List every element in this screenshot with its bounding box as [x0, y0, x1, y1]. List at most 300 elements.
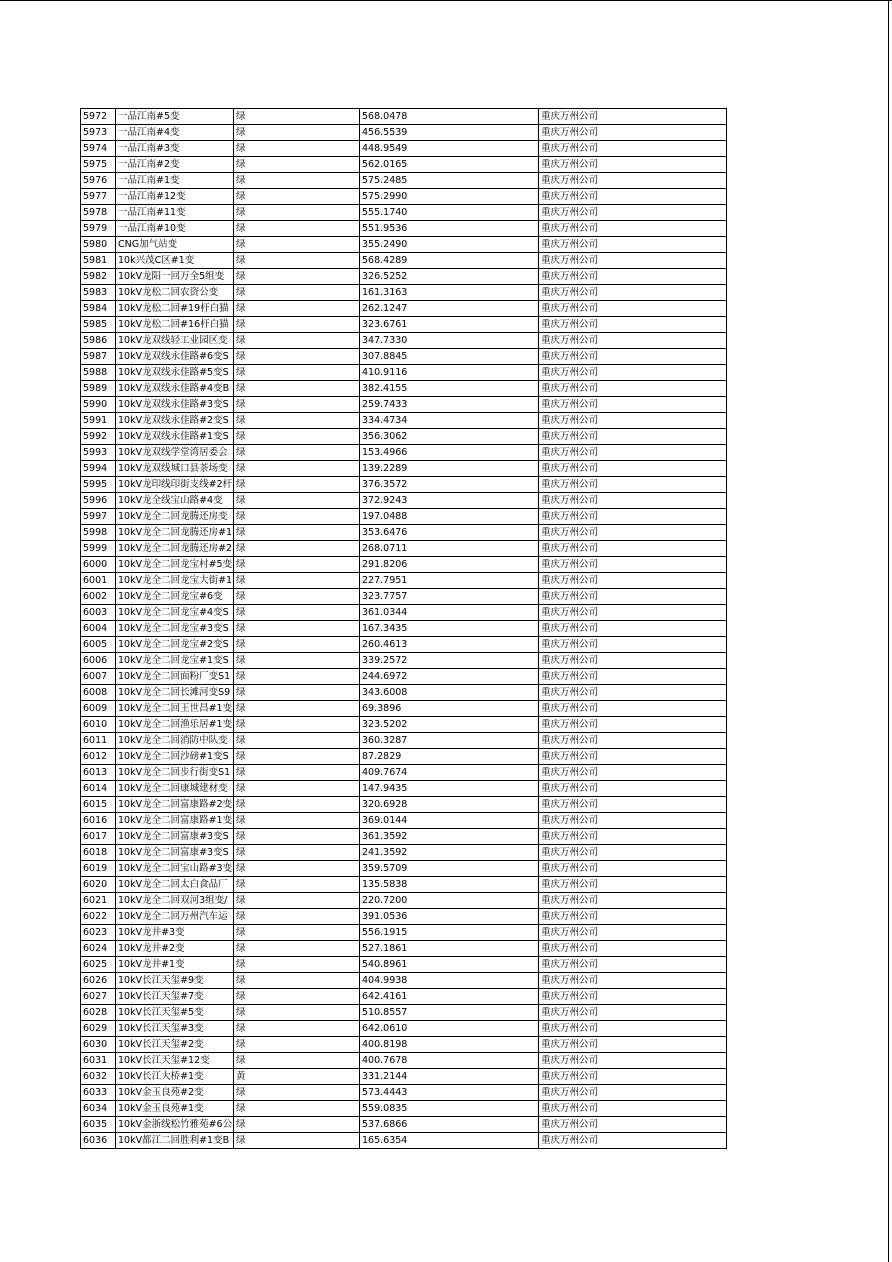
table-row	[81, 1021, 727, 1037]
row-id-cell: 5977	[81, 189, 116, 205]
value-cell: 361.3592	[360, 829, 539, 845]
company-cell: 重庆万州公司	[539, 333, 727, 349]
substation-name-cell: 10kV龙全二回龙宝#1变S	[116, 653, 234, 669]
company-cell: 重庆万州公司	[539, 845, 727, 861]
substation-name-cell: CNG加气站变	[116, 237, 234, 253]
company-cell: 重庆万州公司	[539, 893, 727, 909]
company-cell: 重庆万州公司	[539, 525, 727, 541]
substation-name-cell: 10kV长江天玺#7变	[116, 989, 234, 1005]
status-cell: 绿	[234, 125, 360, 141]
company-cell: 重庆万州公司	[539, 269, 727, 285]
substation-name-cell: 10kV龙全二回面粉厂变S1	[116, 669, 234, 685]
status-cell: 绿	[234, 733, 360, 749]
substation-name-cell: 10kV长江天玺#3变	[116, 1021, 234, 1037]
status-cell: 绿	[234, 493, 360, 509]
table-row	[81, 237, 727, 253]
company-cell: 重庆万州公司	[539, 1101, 727, 1117]
substation-name-cell: 10kV龙全二回龙宝#4变S	[116, 605, 234, 621]
company-cell: 重庆万州公司	[539, 301, 727, 317]
substation-name-cell: 10kV龙井#2变	[116, 941, 234, 957]
substation-name-cell: 10kV龙阳一回万全5组变	[116, 269, 234, 285]
status-cell: 绿	[234, 1053, 360, 1069]
row-id-cell: 5979	[81, 221, 116, 237]
table-row	[81, 669, 727, 685]
status-cell: 黄	[234, 1069, 360, 1085]
status-cell: 绿	[234, 1101, 360, 1117]
substation-name-cell: 10kV龙全二回龙宝大街#1	[116, 573, 234, 589]
table-row	[81, 477, 727, 493]
table-row	[81, 861, 727, 877]
company-cell: 重庆万州公司	[539, 621, 727, 637]
substation-name-cell: 10kV龙全二回沙磅#1变S	[116, 749, 234, 765]
value-cell: 556.1915	[360, 925, 539, 941]
status-cell: 绿	[234, 861, 360, 877]
substation-name-cell: 10kV龙松二回#19杆白猫	[116, 301, 234, 317]
substation-name-cell: 10kV龙双线永佳路#6变S	[116, 349, 234, 365]
company-cell: 重庆万州公司	[539, 429, 727, 445]
value-cell: 161.3163	[360, 285, 539, 301]
company-cell: 重庆万州公司	[539, 557, 727, 573]
company-cell: 重庆万州公司	[539, 1133, 727, 1149]
status-cell: 绿	[234, 109, 360, 125]
row-id-cell: 6019	[81, 861, 116, 877]
substation-name-cell: 10kV龙双线永佳路#5变S	[116, 365, 234, 381]
value-cell: 69.3896	[360, 701, 539, 717]
value-cell: 262.1247	[360, 301, 539, 317]
table-row	[81, 365, 727, 381]
table-row	[81, 781, 727, 797]
value-cell: 410.9116	[360, 365, 539, 381]
company-cell: 重庆万州公司	[539, 349, 727, 365]
status-cell: 绿	[234, 717, 360, 733]
substation-name-cell: 10kV龙全二回太白食品厂	[116, 877, 234, 893]
substation-name-cell: 一品江南#5变	[116, 109, 234, 125]
status-cell: 绿	[234, 589, 360, 605]
row-id-cell: 5989	[81, 381, 116, 397]
company-cell: 重庆万州公司	[539, 1085, 727, 1101]
row-id-cell: 6011	[81, 733, 116, 749]
table-row	[81, 893, 727, 909]
status-cell: 绿	[234, 189, 360, 205]
status-cell: 绿	[234, 973, 360, 989]
table-row	[81, 1085, 727, 1101]
company-cell: 重庆万州公司	[539, 909, 727, 925]
status-cell: 绿	[234, 621, 360, 637]
company-cell: 重庆万州公司	[539, 541, 727, 557]
substation-name-cell: 10kV龙全二回宝山路#3变	[116, 861, 234, 877]
value-cell: 227.7951	[360, 573, 539, 589]
value-cell: 220.7200	[360, 893, 539, 909]
status-cell: 绿	[234, 445, 360, 461]
status-cell: 绿	[234, 429, 360, 445]
row-id-cell: 6015	[81, 797, 116, 813]
value-cell: 241.3592	[360, 845, 539, 861]
row-id-cell: 5997	[81, 509, 116, 525]
status-cell: 绿	[234, 285, 360, 301]
company-cell: 重庆万州公司	[539, 189, 727, 205]
substation-name-cell: 10kV龙全二回龙宝#3变S	[116, 621, 234, 637]
table-row	[81, 701, 727, 717]
company-cell: 重庆万州公司	[539, 589, 727, 605]
value-cell: 456.5539	[360, 125, 539, 141]
row-id-cell: 5995	[81, 477, 116, 493]
row-id-cell: 5973	[81, 125, 116, 141]
substation-name-cell: 10kV龙全二回龙宝村#5变	[116, 557, 234, 573]
row-id-cell: 6030	[81, 1037, 116, 1053]
value-cell: 331.2144	[360, 1069, 539, 1085]
value-cell: 555.1740	[360, 205, 539, 221]
company-cell: 重庆万州公司	[539, 989, 727, 1005]
row-id-cell: 6022	[81, 909, 116, 925]
value-cell: 323.5202	[360, 717, 539, 733]
company-cell: 重庆万州公司	[539, 253, 727, 269]
value-cell: 573.4443	[360, 1085, 539, 1101]
company-cell: 重庆万州公司	[539, 1037, 727, 1053]
status-cell: 绿	[234, 749, 360, 765]
value-cell: 259.7433	[360, 397, 539, 413]
row-id-cell: 5982	[81, 269, 116, 285]
row-id-cell: 6025	[81, 957, 116, 973]
row-id-cell: 6013	[81, 765, 116, 781]
table-row	[81, 557, 727, 573]
substation-name-cell: 10k兴茂C区#1变	[116, 253, 234, 269]
substation-name-cell: 10kV龙印线印街支线#2杆	[116, 477, 234, 493]
value-cell: 404.9938	[360, 973, 539, 989]
company-cell: 重庆万州公司	[539, 925, 727, 941]
status-cell: 绿	[234, 1085, 360, 1101]
substation-name-cell: 一品江南#3变	[116, 141, 234, 157]
value-cell: 575.2485	[360, 173, 539, 189]
value-cell: 575.2990	[360, 189, 539, 205]
substation-name-cell: 一品江南#2变	[116, 157, 234, 173]
substation-name-cell: 一品江南#4变	[116, 125, 234, 141]
table-row	[81, 317, 727, 333]
status-cell: 绿	[234, 365, 360, 381]
status-cell: 绿	[234, 349, 360, 365]
company-cell: 重庆万州公司	[539, 637, 727, 653]
value-cell: 153.4966	[360, 445, 539, 461]
status-cell: 绿	[234, 925, 360, 941]
status-cell: 绿	[234, 381, 360, 397]
table-row	[81, 381, 727, 397]
table-row	[81, 957, 727, 973]
table-row	[81, 493, 727, 509]
status-cell: 绿	[234, 893, 360, 909]
table-row	[81, 109, 727, 125]
row-id-cell: 6020	[81, 877, 116, 893]
status-cell: 绿	[234, 269, 360, 285]
row-id-cell: 5988	[81, 365, 116, 381]
value-cell: 323.6761	[360, 317, 539, 333]
value-cell: 359.5709	[360, 861, 539, 877]
table-row	[81, 125, 727, 141]
substation-name-cell: 10kV长江天玺#12变	[116, 1053, 234, 1069]
company-cell: 重庆万州公司	[539, 797, 727, 813]
substation-name-cell: 10kV金玉良苑#1变	[116, 1101, 234, 1117]
row-id-cell: 5974	[81, 141, 116, 157]
company-cell: 重庆万州公司	[539, 605, 727, 621]
status-cell: 绿	[234, 541, 360, 557]
substation-name-cell: 10kV龙全二回富康路#1变	[116, 813, 234, 829]
row-id-cell: 6023	[81, 925, 116, 941]
table-row	[81, 445, 727, 461]
company-cell: 重庆万州公司	[539, 1005, 727, 1021]
company-cell: 重庆万州公司	[539, 829, 727, 845]
substation-name-cell: 10kV龙全二回龙腾还房变	[116, 509, 234, 525]
status-cell: 绿	[234, 941, 360, 957]
value-cell: 369.0144	[360, 813, 539, 829]
table-row	[81, 429, 727, 445]
company-cell: 重庆万州公司	[539, 877, 727, 893]
table-row	[81, 205, 727, 221]
row-id-cell: 6006	[81, 653, 116, 669]
status-cell: 绿	[234, 701, 360, 717]
table-row	[81, 541, 727, 557]
row-id-cell: 5975	[81, 157, 116, 173]
value-cell: 260.4613	[360, 637, 539, 653]
company-cell: 重庆万州公司	[539, 365, 727, 381]
company-cell: 重庆万州公司	[539, 813, 727, 829]
company-cell: 重庆万州公司	[539, 765, 727, 781]
substation-name-cell: 10kV龙松二回农资公变	[116, 285, 234, 301]
substation-name-cell: 10kV长江天玺#2变	[116, 1037, 234, 1053]
status-cell: 绿	[234, 637, 360, 653]
value-cell: 244.6972	[360, 669, 539, 685]
row-id-cell: 6027	[81, 989, 116, 1005]
row-id-cell: 6009	[81, 701, 116, 717]
table-row	[81, 509, 727, 525]
row-id-cell: 6034	[81, 1101, 116, 1117]
substation-name-cell: 10kV龙全二回步行街变S1	[116, 765, 234, 781]
row-id-cell: 6021	[81, 893, 116, 909]
table-row	[81, 925, 727, 941]
table-row	[81, 573, 727, 589]
company-cell: 重庆万州公司	[539, 173, 727, 189]
company-cell: 重庆万州公司	[539, 461, 727, 477]
table-row	[81, 637, 727, 653]
value-cell: 568.0478	[360, 109, 539, 125]
status-cell: 绿	[234, 765, 360, 781]
status-cell: 绿	[234, 173, 360, 189]
value-cell: 307.8845	[360, 349, 539, 365]
value-cell: 376.3572	[360, 477, 539, 493]
status-cell: 绿	[234, 1021, 360, 1037]
status-cell: 绿	[234, 781, 360, 797]
substation-name-cell: 一品江南#11变	[116, 205, 234, 221]
substation-name-cell: 一品江南#10变	[116, 221, 234, 237]
value-cell: 165.6354	[360, 1133, 539, 1149]
row-id-cell: 5983	[81, 285, 116, 301]
value-cell: 87.2829	[360, 749, 539, 765]
company-cell: 重庆万州公司	[539, 445, 727, 461]
table-row	[81, 349, 727, 365]
row-id-cell: 5976	[81, 173, 116, 189]
company-cell: 重庆万州公司	[539, 381, 727, 397]
row-id-cell: 6008	[81, 685, 116, 701]
company-cell: 重庆万州公司	[539, 717, 727, 733]
row-id-cell: 5987	[81, 349, 116, 365]
status-cell: 绿	[234, 813, 360, 829]
row-id-cell: 5972	[81, 109, 116, 125]
status-cell: 绿	[234, 989, 360, 1005]
status-cell: 绿	[234, 797, 360, 813]
value-cell: 562.0165	[360, 157, 539, 173]
status-cell: 绿	[234, 1005, 360, 1021]
page-right-border	[888, 0, 889, 1262]
table-row	[81, 1037, 727, 1053]
status-cell: 绿	[234, 461, 360, 477]
value-cell: 559.0835	[360, 1101, 539, 1117]
row-id-cell: 6035	[81, 1117, 116, 1133]
substation-name-cell: 10kV龙井#3变	[116, 925, 234, 941]
substation-name-cell: 10kV龙双线永佳路#3变S	[116, 397, 234, 413]
company-cell: 重庆万州公司	[539, 733, 727, 749]
status-cell: 绿	[234, 301, 360, 317]
company-cell: 重庆万州公司	[539, 1117, 727, 1133]
table-row	[81, 765, 727, 781]
substation-name-cell: 10kV龙全二回龙腾还房#1	[116, 525, 234, 541]
row-id-cell: 6024	[81, 941, 116, 957]
value-cell: 326.5252	[360, 269, 539, 285]
row-id-cell: 6012	[81, 749, 116, 765]
row-id-cell: 5980	[81, 237, 116, 253]
substation-name-cell: 10kV金玉良苑#2变	[116, 1085, 234, 1101]
row-id-cell: 6000	[81, 557, 116, 573]
status-cell: 绿	[234, 957, 360, 973]
status-cell: 绿	[234, 253, 360, 269]
value-cell: 139.2289	[360, 461, 539, 477]
substation-name-cell: 10kV龙井#1变	[116, 957, 234, 973]
table-row	[81, 157, 727, 173]
table-row	[81, 989, 727, 1005]
table-row	[81, 301, 727, 317]
row-id-cell: 6033	[81, 1085, 116, 1101]
company-cell: 重庆万州公司	[539, 781, 727, 797]
status-cell: 绿	[234, 877, 360, 893]
value-cell: 135.5838	[360, 877, 539, 893]
table-row	[81, 253, 727, 269]
row-id-cell: 6028	[81, 1005, 116, 1021]
table-row	[81, 1053, 727, 1069]
company-cell: 重庆万州公司	[539, 413, 727, 429]
value-cell: 360.3287	[360, 733, 539, 749]
status-cell: 绿	[234, 509, 360, 525]
company-cell: 重庆万州公司	[539, 125, 727, 141]
company-cell: 重庆万州公司	[539, 477, 727, 493]
substation-name-cell: 10kV龙全二回双河3组变/	[116, 893, 234, 909]
table-row	[81, 397, 727, 413]
table-row	[81, 285, 727, 301]
table-row	[81, 1101, 727, 1117]
table-row	[81, 685, 727, 701]
value-cell: 197.0488	[360, 509, 539, 525]
row-id-cell: 6007	[81, 669, 116, 685]
row-id-cell: 6026	[81, 973, 116, 989]
table-row	[81, 605, 727, 621]
substation-name-cell: 10kV龙双线永佳路#1变S	[116, 429, 234, 445]
value-cell: 448.9549	[360, 141, 539, 157]
substation-name-cell: 10kV龙全二回龙宝#2变S	[116, 637, 234, 653]
company-cell: 重庆万州公司	[539, 573, 727, 589]
substation-name-cell: 10kV长江大桥#1变	[116, 1069, 234, 1085]
row-id-cell: 6032	[81, 1069, 116, 1085]
company-cell: 重庆万州公司	[539, 285, 727, 301]
table-row	[81, 749, 727, 765]
substation-name-cell: 10kV龙双线轻工业园区变	[116, 333, 234, 349]
value-cell: 382.4155	[360, 381, 539, 397]
row-id-cell: 5991	[81, 413, 116, 429]
table-row	[81, 269, 727, 285]
row-id-cell: 6003	[81, 605, 116, 621]
status-cell: 绿	[234, 157, 360, 173]
status-cell: 绿	[234, 829, 360, 845]
status-cell: 绿	[234, 1133, 360, 1149]
company-cell: 重庆万州公司	[539, 1021, 727, 1037]
row-id-cell: 5990	[81, 397, 116, 413]
substation-name-cell: 10kV龙全二回富康#3变S	[116, 829, 234, 845]
substation-name-cell: 10kV龙全二回长滩河变S9	[116, 685, 234, 701]
table-row	[81, 797, 727, 813]
row-id-cell: 5994	[81, 461, 116, 477]
substation-name-cell: 10kV龙全线宝山路#4变	[116, 493, 234, 509]
company-cell: 重庆万州公司	[539, 221, 727, 237]
substation-name-cell: 10kV龙双线城口县茶场变	[116, 461, 234, 477]
substation-name-cell: 10kV龙全二回龙宝#6变	[116, 589, 234, 605]
value-cell: 391.0536	[360, 909, 539, 925]
substation-name-cell: 10kV龙双线永佳路#4变B	[116, 381, 234, 397]
status-cell: 绿	[234, 669, 360, 685]
table-row	[81, 909, 727, 925]
substation-name-cell: 一品江南#12变	[116, 189, 234, 205]
substation-name-cell: 10kV长江天玺#9变	[116, 973, 234, 989]
substation-name-cell: 10kV龙双线永佳路#2变S	[116, 413, 234, 429]
value-cell: 642.4161	[360, 989, 539, 1005]
data-table	[80, 108, 727, 1149]
status-cell: 绿	[234, 141, 360, 157]
table-row	[81, 813, 727, 829]
company-cell: 重庆万州公司	[539, 205, 727, 221]
substation-name-cell: 10kV龙双线学堂湾居委会	[116, 445, 234, 461]
company-cell: 重庆万州公司	[539, 493, 727, 509]
company-cell: 重庆万州公司	[539, 653, 727, 669]
value-cell: 353.6476	[360, 525, 539, 541]
value-cell: 291.8206	[360, 557, 539, 573]
value-cell: 339.2572	[360, 653, 539, 669]
row-id-cell: 6005	[81, 637, 116, 653]
table-row	[81, 653, 727, 669]
value-cell: 334.4734	[360, 413, 539, 429]
status-cell: 绿	[234, 1037, 360, 1053]
row-id-cell: 5996	[81, 493, 116, 509]
row-id-cell: 5984	[81, 301, 116, 317]
table-row	[81, 141, 727, 157]
value-cell: 568.4289	[360, 253, 539, 269]
row-id-cell: 6018	[81, 845, 116, 861]
page-top-border	[0, 0, 892, 1]
table-row	[81, 1005, 727, 1021]
company-cell: 重庆万州公司	[539, 669, 727, 685]
substation-name-cell: 10kV龙全二回富康#3变S	[116, 845, 234, 861]
value-cell: 268.0711	[360, 541, 539, 557]
value-cell: 320.6928	[360, 797, 539, 813]
value-cell: 642.0610	[360, 1021, 539, 1037]
value-cell: 537.6866	[360, 1117, 539, 1133]
company-cell: 重庆万州公司	[539, 157, 727, 173]
row-id-cell: 5998	[81, 525, 116, 541]
value-cell: 167.3435	[360, 621, 539, 637]
row-id-cell: 6036	[81, 1133, 116, 1149]
value-cell: 409.7674	[360, 765, 539, 781]
